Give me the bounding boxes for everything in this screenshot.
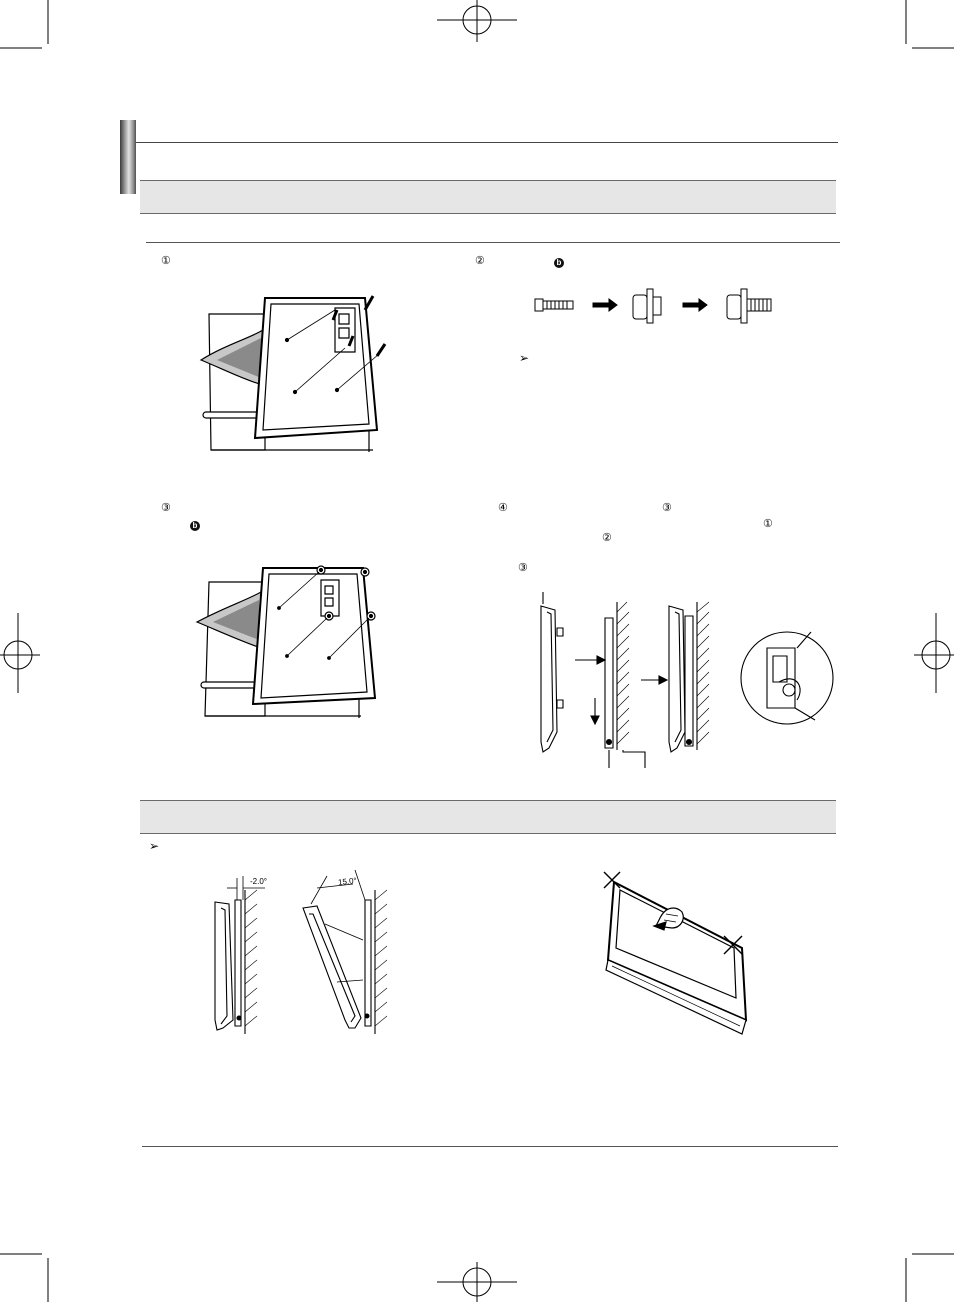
- section-band-bottom: [140, 800, 836, 834]
- header-side-bar: [120, 120, 136, 194]
- bracket-marker-icon: b: [554, 258, 564, 268]
- note-arrow-icon: ➢: [149, 839, 160, 853]
- step-marker: ③: [161, 502, 171, 514]
- note-arrow-icon: ➢: [519, 351, 530, 365]
- footer-rule: [142, 1146, 838, 1147]
- step-marker: ②: [602, 532, 612, 544]
- step-marker: ②: [475, 255, 485, 267]
- wall-mount-hanging-figure: [535, 592, 835, 772]
- angle-label-small: -2.0°: [250, 877, 267, 886]
- step-marker: ③: [518, 562, 528, 574]
- tv-back-brackets-figure: [195, 560, 395, 720]
- tilt-angle-figure: [205, 870, 405, 1040]
- step-marker: ③: [662, 502, 672, 514]
- step-marker: ①: [161, 255, 171, 267]
- screw-assembly-figure: [535, 285, 785, 335]
- bracket-marker-icon: b: [190, 521, 200, 531]
- step-marker: ①: [763, 518, 773, 530]
- section-band-top: [140, 180, 836, 214]
- tv-back-screws-figure: [195, 290, 395, 460]
- angle-label-large: 15.0°: [337, 876, 358, 887]
- header-rule: [136, 142, 838, 143]
- step-marker: ④: [498, 502, 508, 514]
- sub-rule-top: [146, 242, 840, 243]
- tv-handling-figure: [600, 868, 760, 1048]
